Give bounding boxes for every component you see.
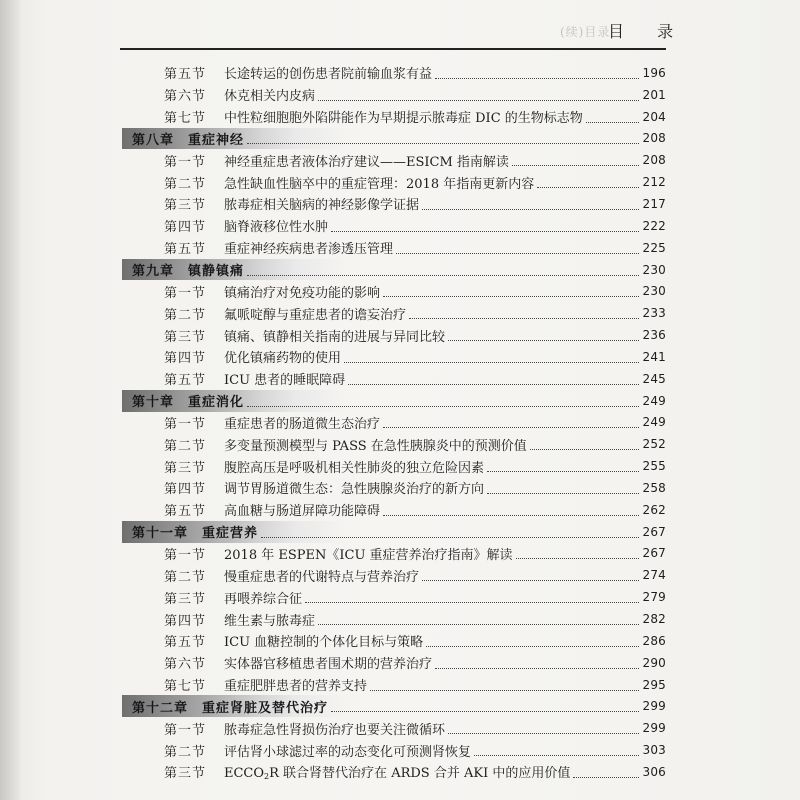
section-title: 维生素与脓毒症 — [224, 613, 316, 629]
section-title-part: ECCO — [224, 766, 265, 782]
chapter-title: 重症肾脏及替代治疗 — [202, 700, 329, 716]
page-number: 208 — [642, 131, 666, 146]
chapter-label: 第十一章 — [132, 526, 189, 542]
section-label: 第四节 — [163, 351, 206, 367]
toc-section-row — [122, 499, 666, 521]
dot-leader — [383, 514, 639, 516]
toc-section-row — [122, 215, 666, 237]
chapter-title: 重症消化 — [188, 395, 245, 411]
section-title: 调节胃肠道微生态：急性胰腺炎治疗的新方向 — [224, 482, 485, 498]
page-number: 249 — [642, 393, 666, 408]
page-number: 222 — [642, 218, 666, 233]
section-label: 第五节 — [163, 504, 206, 520]
page-number: 303 — [642, 743, 666, 758]
dot-leader — [396, 252, 639, 254]
section-title: 急性缺血性脑卒中的重症管理：2018 年指南更新内容 — [224, 176, 535, 192]
header-ghost-text: (续)目录 — [560, 25, 611, 39]
page-number: 255 — [642, 459, 666, 474]
section-title: 高血糖与肠道屏障功能障碍 — [224, 504, 381, 520]
section-label: 第七节 — [163, 111, 206, 127]
chapter-label: 第八章 — [132, 132, 175, 148]
page-number: 306 — [642, 764, 666, 779]
toc-section-row — [122, 586, 666, 608]
toc-section-row — [122, 302, 666, 324]
dot-leader — [370, 689, 639, 691]
section-label: 第四节 — [163, 613, 206, 629]
dot-leader — [474, 754, 639, 756]
section-title: 腹腔高压是呼吸机相关性肺炎的独立危险因素 — [224, 460, 485, 476]
toc-section-row — [122, 149, 666, 171]
toc-section-row — [122, 630, 666, 652]
chapter-label: 第九章 — [132, 264, 175, 280]
page-number: 282 — [642, 612, 666, 627]
section-label: 第五节 — [163, 373, 206, 389]
page-number: 258 — [642, 480, 666, 495]
section-title: 脓毒症相关脑病的神经影像学证据 — [224, 198, 420, 214]
section-label: 第一节 — [163, 285, 206, 301]
page-number: 274 — [642, 568, 666, 583]
section-title — [224, 762, 570, 781]
section-title: 镇痛、镇静相关指南的进展与异同比较 — [224, 329, 446, 345]
section-label: 第一节 — [163, 722, 206, 738]
section-title: 神经重症患者液体治疗建议——ESICM 指南解读 — [224, 154, 509, 170]
page-number: 267 — [642, 546, 666, 561]
toc-section-row — [122, 62, 666, 84]
toc-section-row — [122, 761, 666, 783]
dot-leader — [422, 208, 639, 210]
page-number: 290 — [642, 655, 666, 670]
page-number: 262 — [642, 502, 666, 517]
dot-leader — [305, 601, 639, 603]
section-title: 实体器官移植患者围术期的营养治疗 — [224, 657, 433, 673]
chapter-title: 重症神经 — [188, 132, 245, 148]
chapter-label: 第十二章 — [132, 700, 189, 716]
toc-section-row — [122, 608, 666, 630]
binding-shadow — [0, 0, 22, 800]
dot-leader — [318, 623, 639, 625]
page-title: 目 录 — [608, 22, 688, 41]
page-number: 295 — [642, 677, 666, 692]
section-title: 2018 年 ESPEN《ICU 重症营养治疗指南》解读 — [224, 547, 513, 563]
page-number: 245 — [642, 371, 666, 386]
section-title: 中性粒细胞胞外陷阱能作为早期提示脓毒症 DIC 的生物标志物 — [224, 111, 583, 127]
section-title: 慢重症患者的代谢特点与营养治疗 — [224, 569, 420, 585]
toc-section-row — [122, 412, 666, 434]
dot-leader — [586, 121, 640, 123]
dot-leader — [344, 361, 639, 363]
page-number: 236 — [642, 328, 666, 343]
page-number: 217 — [642, 196, 666, 211]
section-title: 评估肾小球滤过率的动态变化可预测肾恢复 — [224, 744, 472, 760]
toc-section-row — [122, 543, 666, 565]
section-title: 休克相关内皮病 — [224, 89, 316, 105]
toc-chapter-row — [122, 695, 666, 717]
toc-section-row — [122, 433, 666, 455]
dot-leader — [512, 164, 640, 166]
page-number: 299 — [642, 721, 666, 736]
section-title: 脓毒症急性肾损伤治疗也要关注微循环 — [224, 722, 446, 738]
toc-section-row — [122, 193, 666, 215]
section-label: 第二节 — [163, 176, 206, 192]
dot-leader — [247, 142, 639, 144]
section-label: 第一节 — [163, 416, 206, 432]
dot-leader — [435, 77, 639, 79]
section-label: 第六节 — [163, 89, 206, 105]
chapter-title: 重症营养 — [202, 526, 259, 542]
page-number: 208 — [642, 153, 666, 168]
section-title-subscript: 2 — [264, 772, 270, 782]
section-label: 第三节 — [163, 329, 206, 345]
dot-leader — [422, 579, 639, 581]
section-title: 重症肥胖患者的营养支持 — [224, 679, 368, 695]
header-rule — [120, 48, 666, 50]
dot-leader — [435, 667, 639, 669]
page-number: 225 — [642, 240, 666, 255]
toc-section-row — [122, 674, 666, 696]
dot-leader — [383, 426, 639, 428]
toc-section-row — [122, 237, 666, 259]
dot-leader — [426, 645, 639, 647]
section-label: 第七节 — [163, 679, 206, 695]
page-number: 204 — [642, 109, 666, 124]
toc-section-row — [122, 652, 666, 674]
dot-leader — [409, 317, 639, 319]
dot-leader — [261, 536, 639, 538]
toc-section-row — [122, 280, 666, 302]
page-number: 249 — [642, 415, 666, 430]
dot-leader — [247, 274, 639, 276]
toc-section-row — [122, 84, 666, 106]
page-header — [0, 15, 800, 49]
dot-leader — [530, 448, 640, 450]
toc-chapter-row — [122, 128, 666, 150]
dot-leader — [487, 470, 639, 472]
section-title: 重症神经疾病患者渗透压管理 — [224, 242, 394, 258]
section-title: 多变量预测模型与 PASS 在急性胰腺炎中的预测价值 — [224, 438, 527, 454]
section-label: 第五节 — [163, 635, 206, 651]
section-title: 氟哌啶醇与重症患者的谵妄治疗 — [224, 307, 407, 323]
dot-leader — [331, 710, 639, 712]
dot-leader — [448, 339, 639, 341]
page-number: 233 — [642, 306, 666, 321]
dot-leader — [247, 405, 639, 407]
section-label: 第一节 — [163, 154, 206, 170]
toc-section-row — [122, 324, 666, 346]
page-number: 252 — [642, 437, 666, 452]
section-title: 优化镇痛药物的使用 — [224, 351, 342, 367]
page-number: 241 — [642, 349, 666, 364]
section-title: 镇痛治疗对免疫功能的影响 — [224, 285, 381, 301]
section-title: 脑脊液移位性水肿 — [224, 220, 329, 236]
section-label: 第五节 — [163, 242, 206, 258]
dot-leader — [516, 557, 640, 559]
section-title-part: R 联合肾替代治疗在 ARDS 合并 AKI 中的应用价值 — [269, 766, 571, 782]
section-label: 第一节 — [163, 547, 206, 563]
section-label: 第四节 — [163, 220, 206, 236]
page-number: 286 — [642, 633, 666, 648]
section-label: 第二节 — [163, 744, 206, 760]
dot-leader — [348, 383, 639, 385]
toc-section-row — [122, 171, 666, 193]
section-label: 第二节 — [163, 307, 206, 323]
table-of-contents — [122, 62, 666, 783]
chapter-label: 第十章 — [132, 395, 175, 411]
section-label: 第五节 — [163, 67, 206, 83]
toc-section-row — [122, 739, 666, 761]
section-label: 第三节 — [163, 591, 206, 607]
page-number: 196 — [642, 65, 666, 80]
chapter-title: 镇静镇痛 — [188, 264, 245, 280]
dot-leader — [487, 492, 639, 494]
section-title: ICU 血糖控制的个体化目标与策略 — [224, 635, 424, 651]
section-title: ICU 患者的睡眠障碍 — [224, 373, 346, 389]
section-label: 第二节 — [163, 438, 206, 454]
page-number: 230 — [642, 262, 666, 277]
toc-chapter-row — [122, 521, 666, 543]
dot-leader — [318, 99, 639, 101]
toc-section-row — [122, 368, 666, 390]
dot-leader — [537, 186, 639, 188]
section-title: 重症患者的肠道微生态治疗 — [224, 416, 381, 432]
page-number: 201 — [642, 87, 666, 102]
toc-section-row — [122, 477, 666, 499]
toc-section-row — [122, 106, 666, 128]
toc-section-row — [122, 564, 666, 586]
toc-section-row — [122, 455, 666, 477]
page-number: 267 — [642, 524, 666, 539]
dot-leader — [573, 776, 639, 778]
page-number: 230 — [642, 284, 666, 299]
section-label: 第二节 — [163, 569, 206, 585]
section-label: 第三节 — [163, 198, 206, 214]
section-label: 第四节 — [163, 482, 206, 498]
section-title: 长途转运的创伤患者院前输血浆有益 — [224, 67, 433, 83]
page-number: 299 — [642, 699, 666, 714]
section-title: 再喂养综合征 — [224, 591, 303, 607]
toc-chapter-row — [122, 259, 666, 281]
toc-section-row — [122, 346, 666, 368]
section-label: 第三节 — [163, 460, 206, 476]
section-label: 第三节 — [163, 766, 206, 782]
dot-leader — [331, 230, 639, 232]
dot-leader — [448, 732, 639, 734]
page-number: 279 — [642, 590, 666, 605]
toc-section-row — [122, 717, 666, 739]
page-number: 212 — [642, 175, 666, 190]
section-label: 第六节 — [163, 657, 206, 673]
dot-leader — [383, 295, 639, 297]
toc-chapter-row — [122, 390, 666, 412]
